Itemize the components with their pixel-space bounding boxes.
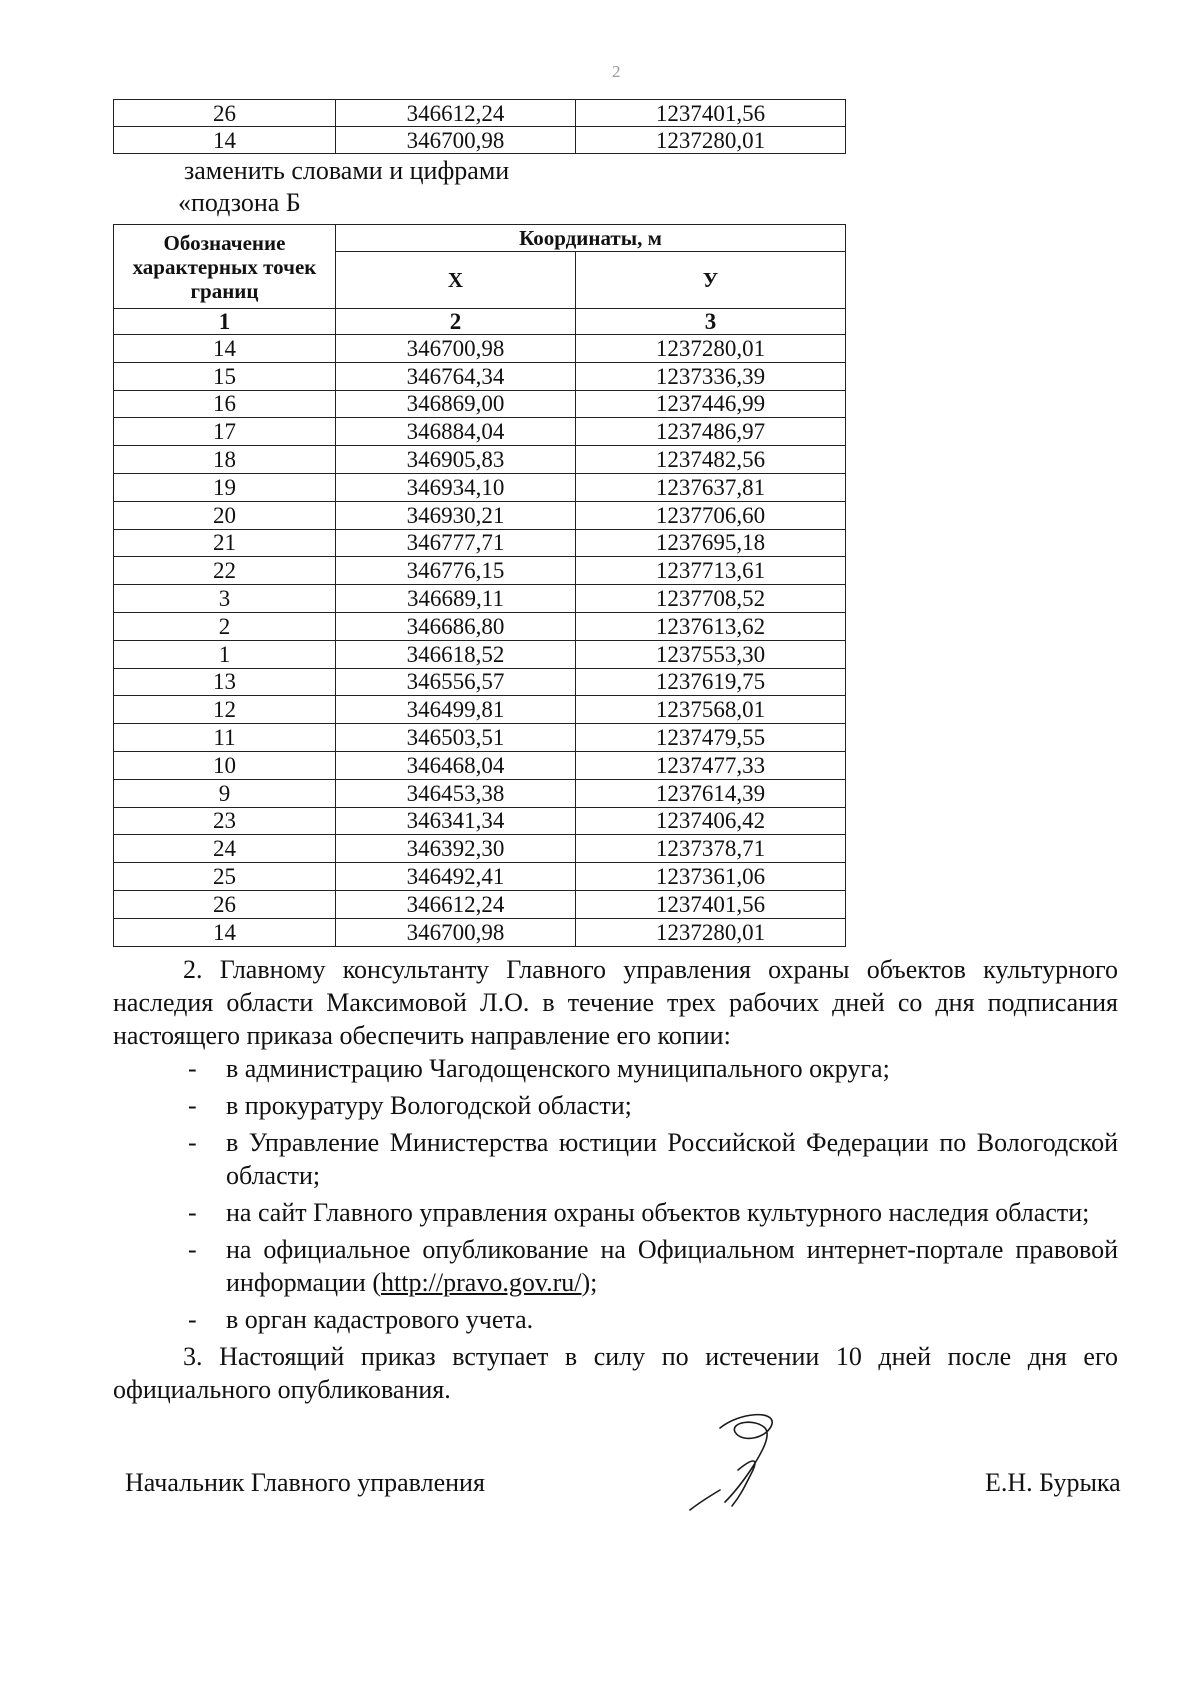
list-item-text: в орган кадастрового учета.: [226, 1305, 534, 1334]
list-item-text: в администрацию Чагодощенского муниципального округа;: [226, 1054, 890, 1083]
y-coordinate-cell: 1237361,06: [576, 863, 846, 891]
x-coordinate-cell: 346499,81: [336, 696, 576, 724]
y-coordinate-cell: 1237637,81: [576, 473, 846, 501]
pravo-link[interactable]: http://pravo.gov.ru/: [381, 1268, 582, 1297]
header-x: Х: [336, 252, 576, 309]
table-row: [114, 473, 846, 501]
x-coordinate-cell: 346934,10: [336, 473, 576, 501]
point-id-cell: 15: [114, 362, 336, 390]
y-coordinate-cell: 1237706,60: [576, 501, 846, 529]
list-dash: -: [188, 1054, 197, 1083]
point-id-cell: 17: [114, 418, 336, 446]
signature-block: [0, 1455, 1200, 1555]
point-id-cell: 14: [114, 918, 336, 946]
list-item-text: на официальное опубликование на Официальном интернет-портале правовой информации (: [226, 1235, 1118, 1297]
point-id-cell: 11: [114, 724, 336, 752]
y-coordinate-cell: 1237477,33: [576, 751, 846, 779]
column-number: 1: [114, 309, 336, 335]
x-coordinate-cell: 346392,30: [336, 835, 576, 863]
y-coordinate-cell: 1237619,75: [576, 668, 846, 696]
y-coordinate-cell: 1237479,55: [576, 724, 846, 752]
handwritten-signature: [680, 1410, 830, 1520]
x-coordinate-cell: 346869,00: [336, 390, 576, 418]
x-coordinate-cell: 346700,98: [336, 918, 576, 946]
list-dash: -: [188, 1235, 197, 1264]
table-row: [114, 779, 846, 807]
table-row: [114, 390, 846, 418]
x-coordinate-cell: 346764,34: [336, 362, 576, 390]
point-id-cell: 19: [114, 473, 336, 501]
column-number: 3: [576, 309, 846, 335]
list-item-text: на сайт Главного управления охраны объектов культурного наследия области;: [226, 1198, 1090, 1227]
table-row: [114, 640, 846, 668]
table-row: [114, 724, 846, 752]
y-coordinate-cell: 1237695,18: [576, 529, 846, 557]
point-id-cell: 22: [114, 557, 336, 585]
point-id-cell: 2: [114, 612, 336, 640]
y-coordinate-cell: 1237406,42: [576, 807, 846, 835]
y-coordinate-cell: 1237336,39: [576, 362, 846, 390]
x-coordinate-cell: 346930,21: [336, 501, 576, 529]
x-coordinate-cell: 346618,52: [336, 640, 576, 668]
table-row: [114, 335, 846, 363]
x-coordinate-cell: 346612,24: [336, 890, 576, 918]
table-row: [114, 446, 846, 474]
point-id-cell: 23: [114, 807, 336, 835]
y-coordinate-cell: 1237446,99: [576, 390, 846, 418]
point-id-cell: 1: [114, 640, 336, 668]
list-item-text: в Управление Министерства юстиции Российской Федерации по Вологодской области;: [226, 1128, 1118, 1190]
table-row: [114, 696, 846, 724]
point-id-cell: 26: [114, 100, 336, 127]
list-item: [188, 1233, 1118, 1299]
y-coordinate-cell: 1237401,56: [576, 100, 846, 127]
page-number: 2: [612, 62, 621, 81]
point-id-cell: 20: [114, 501, 336, 529]
table-row: [114, 585, 846, 613]
point-id-cell: 13: [114, 668, 336, 696]
list-item: [188, 1126, 1118, 1192]
list-item: [188, 1196, 1118, 1229]
x-coordinate-cell: 346884,04: [336, 418, 576, 446]
list-dash: -: [188, 1305, 197, 1334]
x-coordinate-cell: 346556,57: [336, 668, 576, 696]
y-coordinate-cell: 1237568,01: [576, 696, 846, 724]
table-row: [114, 529, 846, 557]
list-item: [188, 1089, 1118, 1122]
point-id-cell: 24: [114, 835, 336, 863]
subzone-label: «подзона Б: [178, 188, 301, 217]
x-coordinate-cell: 346453,38: [336, 779, 576, 807]
y-coordinate-cell: 1237486,97: [576, 418, 846, 446]
y-coordinate-cell: 1237280,01: [576, 335, 846, 363]
point-id-cell: 12: [114, 696, 336, 724]
point-id-cell: 18: [114, 446, 336, 474]
list-item: [188, 1052, 1118, 1085]
y-coordinate-cell: 1237614,39: [576, 779, 846, 807]
x-coordinate-cell: 346341,34: [336, 807, 576, 835]
table-row: [114, 835, 846, 863]
x-coordinate-cell: 346689,11: [336, 585, 576, 613]
y-coordinate-cell: 1237713,61: [576, 557, 846, 585]
table-row: [114, 890, 846, 918]
subzone-b-coordinates-table: [113, 224, 846, 947]
table-row: [114, 418, 846, 446]
header-coordinates: Координаты, м: [336, 225, 846, 252]
x-coordinate-cell: 346905,83: [336, 446, 576, 474]
y-coordinate-cell: 1237613,62: [576, 612, 846, 640]
x-coordinate-cell: 346700,98: [336, 127, 576, 154]
signer-title: Начальник Главного управления: [125, 1468, 485, 1497]
table-row: [114, 100, 846, 127]
table-row: [114, 127, 846, 154]
header-y: У: [576, 252, 846, 309]
x-coordinate-cell: 346776,15: [336, 557, 576, 585]
column-number: 2: [336, 309, 576, 335]
table-row: [114, 362, 846, 390]
table-row: [114, 807, 846, 835]
table-row: [114, 668, 846, 696]
table-row: [114, 863, 846, 891]
table-row: [114, 557, 846, 585]
point-id-cell: 21: [114, 529, 336, 557]
y-coordinate-cell: 1237378,71: [576, 835, 846, 863]
x-coordinate-cell: 346700,98: [336, 335, 576, 363]
point-id-cell: 14: [114, 335, 336, 363]
top-coordinates-table: [113, 99, 846, 154]
y-coordinate-cell: 1237553,30: [576, 640, 846, 668]
list-item: [188, 1303, 1118, 1336]
paragraph-3: 3. Настоящий приказ вступает в силу по истечении 10 дней после дня его официального опубликования.: [113, 1342, 1118, 1404]
x-coordinate-cell: 346686,80: [336, 612, 576, 640]
list-dash: -: [188, 1128, 197, 1157]
point-id-cell: 10: [114, 751, 336, 779]
recipient-list: [113, 1052, 1118, 1336]
body-text: [113, 953, 1118, 1406]
point-id-cell: 16: [114, 390, 336, 418]
x-coordinate-cell: 346468,04: [336, 751, 576, 779]
point-id-cell: 25: [114, 863, 336, 891]
list-dash: -: [188, 1091, 197, 1120]
list-dash: -: [188, 1198, 197, 1227]
y-coordinate-cell: 1237401,56: [576, 890, 846, 918]
x-coordinate-cell: 346612,24: [336, 100, 576, 127]
list-item-text: в прокуратуру Вологодской области;: [226, 1091, 632, 1120]
table-row: [114, 751, 846, 779]
y-coordinate-cell: 1237708,52: [576, 585, 846, 613]
list-item-text: );: [581, 1268, 598, 1297]
header-designation: Обозначение характерных точек границ: [114, 225, 336, 309]
x-coordinate-cell: 346503,51: [336, 724, 576, 752]
table-row: [114, 501, 846, 529]
y-coordinate-cell: 1237482,56: [576, 446, 846, 474]
x-coordinate-cell: 346777,71: [336, 529, 576, 557]
point-id-cell: 9: [114, 779, 336, 807]
point-id-cell: 26: [114, 890, 336, 918]
point-id-cell: 14: [114, 127, 336, 154]
replace-instruction: заменить словами и цифрами: [184, 156, 510, 185]
table-row: [114, 918, 846, 946]
table-row: [114, 612, 846, 640]
signer-name: Е.Н. Бурыка: [985, 1468, 1121, 1497]
x-coordinate-cell: 346492,41: [336, 863, 576, 891]
paragraph-2: 2. Главному консультанту Главного управления охраны объектов культурного наследия области Максимовой Л.О. в течение трех рабочих дней со дня подписания настоящего приказа обеспечить направление его копии:: [113, 955, 1118, 1050]
point-id-cell: 3: [114, 585, 336, 613]
y-coordinate-cell: 1237280,01: [576, 918, 846, 946]
y-coordinate-cell: 1237280,01: [576, 127, 846, 154]
